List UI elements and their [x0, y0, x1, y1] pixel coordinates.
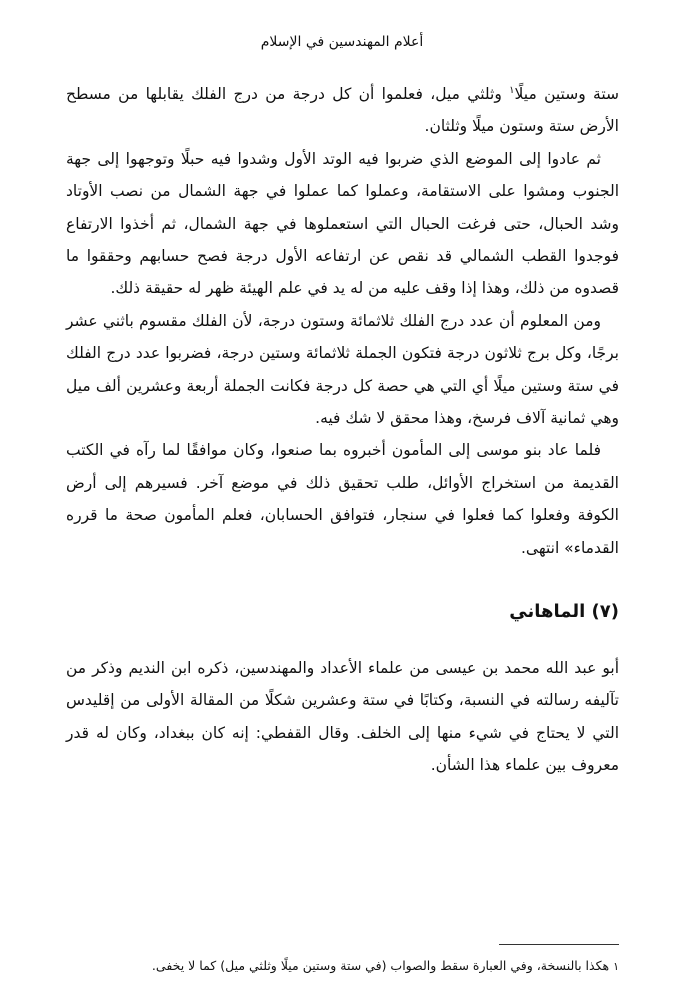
body-text: [66, 78, 619, 564]
section-paragraph: أبو عبد الله محمد بن عيسى من علماء الأعداد والمهندسين، ذكره ابن النديم وذكر من تآليفه رسالته في النسبة، وكتابًا في ستة وعشرين شكلًا من المقالة الأولى من إقليدس التي لا يحتاج في شيء منها إلى الخلف. وقال القفطي: إنه كان ببغداد، وكان له قدر معروف بين علماء هذا الشأن.: [66, 659, 619, 775]
footnote: [66, 956, 619, 977]
paragraph-4: فلما عاد بنو موسى إلى المأمون أخبروه بما صنعوا، وكان موافقًا لما رآه في الكتب القديمة من استخراج الأوائل، طلب تحقيق ذلك في موضع آخر. فسيرهم إلى أرض الكوفة وفعلوا كما فعلوا في سنجار، فتوافق الحسابان، فعلم المأمون صحة ما قرره القدماء» انتهى.: [66, 441, 619, 557]
paragraph-1: [66, 78, 619, 143]
paragraph-1-start: ستة وستين ميلًا: [514, 85, 619, 103]
paragraph-1-end: وثلثي ميل، فعلموا أن كل درجة من درج الفلك يقابلها من مسطح الأرض ستة وستون ميلًا وثلثان.: [66, 85, 619, 136]
footnote-number: ١: [613, 960, 619, 973]
paragraph-2: ثم عادوا إلى الموضع الذي ضربوا فيه الوتد الأول وشدوا فيه حبلًا وتوجهوا إلى جهة الجنوب ومشوا على الاستقامة، وعملوا كما عملوا في جهة الشمال من نصب الأوتاد وشد الحبال، حتى فرغت الحبال التي استعملوها في جهة الشمال، ثم أخذوا الارتفاع فوجدوا القطب الشمالي قد نقص عن ارتفاعه الأول درجة فصح حسابهم وحققوا ما قصدوه من ذلك، وهذا إذا وقف عليه من له يد في علم الهيئة ظهر له حقيقة ذلك.: [66, 149, 619, 298]
section-heading: (٧) الماهاني: [509, 601, 619, 622]
footnote-text: هكذا بالنسخة، وفي العبارة سقط والصواب (في ستة وستين ميلًا وثلثي ميل) كما لا يخفى.: [151, 958, 610, 973]
footnote-reference[interactable]: ١: [509, 84, 515, 96]
footnote-divider: [499, 944, 619, 945]
paragraph-3: ومن المعلوم أن عدد درج الفلك ثلاثمائة وستون درجة، لأن الفلك مقسوم باثني عشر برجًا، وكل برج ثلاثون درجة فتكون الجملة ثلاثمائة وستين درجة، فضربوا عدد درج الفلك في ستة وستين ميلًا أي التي هي حصة كل درجة فكانت الجملة أربعة وعشرين ألف ميل وهي ثمانية آلاف فرسخ، وهذا محقق لا شك فيه.: [66, 311, 619, 428]
running-header: أعلام المهندسين في الإسلام: [260, 34, 424, 50]
